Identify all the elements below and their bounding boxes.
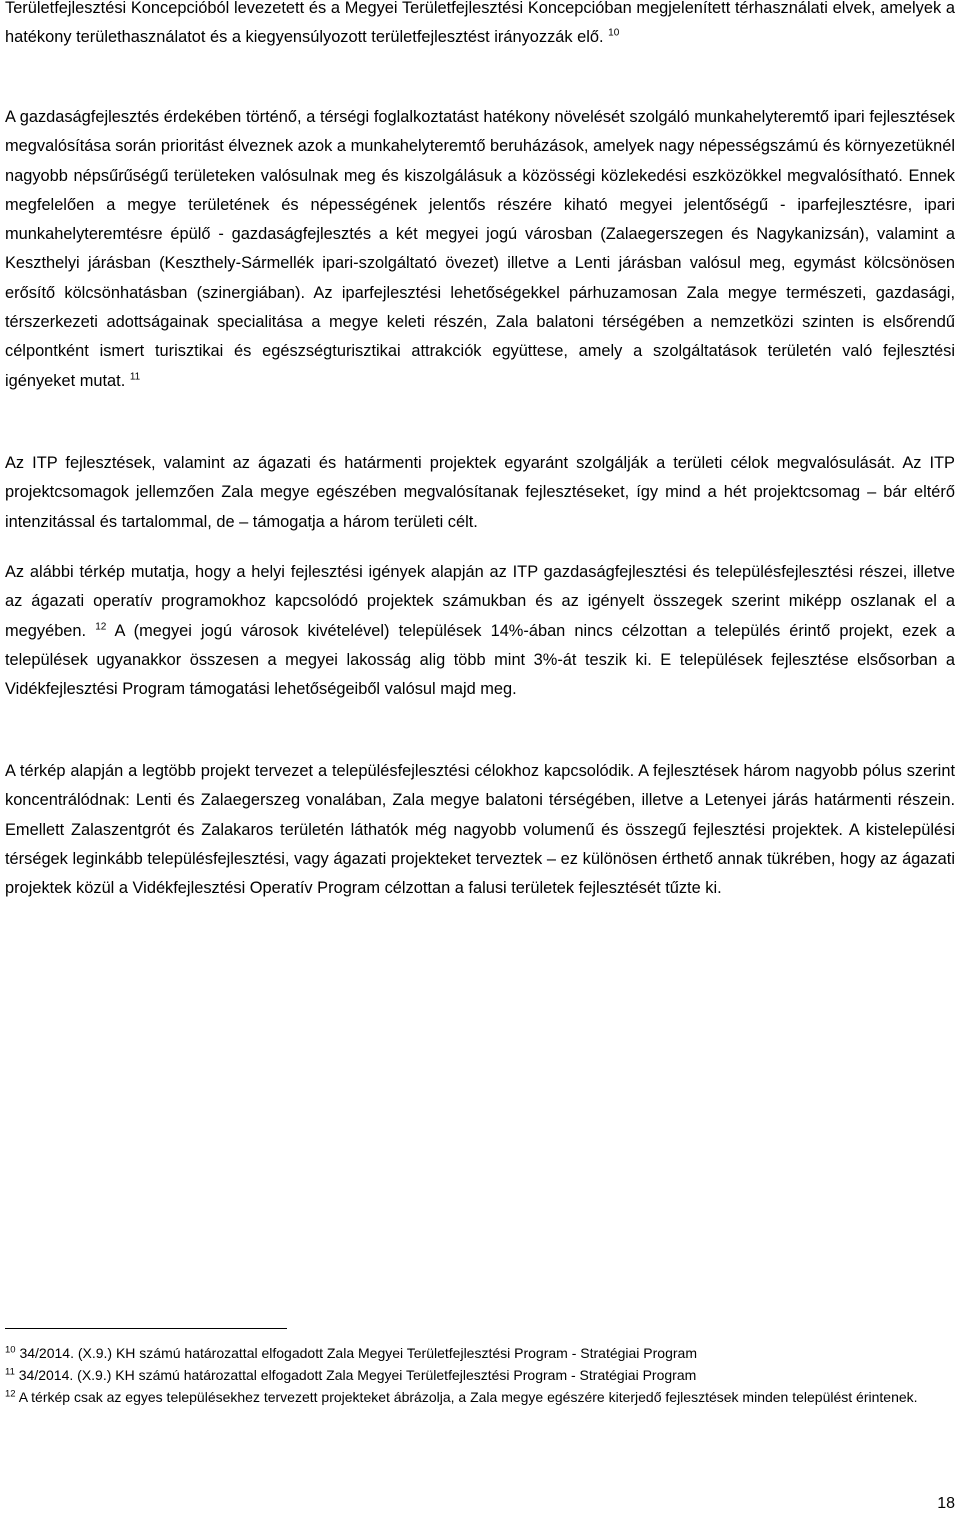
footnote-reference-12[interactable]: 12 <box>95 621 107 633</box>
paragraph-territorial-principles <box>5 0 955 53</box>
paragraph-text: A gazdaságfejlesztés érdekében történő, a térségi foglalkoztatást hatékony növelését szolgáló munkahelyteremtő ipari fejlesztések megvalósítása során prioritást élveznek azok a munkahelyteremtő beruházások, amelyek nagy népességszámú és környezetüknél nagyobb népsűrűségű területeken valósulnak meg és kiszolgálásuk a közösségi közlekedési eszközökkel megvalósítható. Ennek megfelelően a megye területének és népességének jelentős részére kiható megyei jelentőségű - iparfejlesztésre, ipari munkahelyteremtésre épülő - gazdaságfejlesztés a két megyei jogú városban (Zalaegerszegen és Nagykanizsán), valamint a Keszthelyi járásban (Keszthely-Sármellék ipari-szolgáltató övezet) illetve a Lenti járásban valósul meg, egymást kölcsönösen erősítő kölcsönhatásban (szinergiában). Az iparfejlesztési lehetőségekkel párhuzamosan Zala megye természeti, gazdasági, térszerkezeti adottságainak specialitása a megye keleti részén, Zala balatoni térségében a nemzetközi szinten is elsőrendű célpontként ismert turisztikai és egészségturisztikai attrakciók együttese, amely a szolgáltatások területén való fejlesztési igényeket mutat. <box>5 108 955 390</box>
page-number: 18 <box>937 1495 955 1512</box>
paragraph-text: Az alábbi térkép mutatja, hogy a helyi fejlesztési igények alapján az ITP gazdaságfejlesztési és településfejlesztési részei, illetve az ágazati operatív programokhoz kapcsolódó projektek számukban és az igényelt összegek szerint miképp oszlanak el a megyében. <box>5 563 955 640</box>
paragraph-text: Területfejlesztési Koncepcióból levezetett és a Megyei Területfejlesztési Koncepcióban megjelenített térhasználati elvek, amelyek a hatékony területhasználatot és a kiegyensúlyozott területfejlesztést irányozzák elő. <box>5 0 955 47</box>
paragraph-text: A térkép alapján a legtöbb projekt tervezet a településfejlesztési célokhoz kapcsolódik. A fejlesztések három nagyobb pólus szerint koncentrálódnak: Lenti és Zalaegerszeg vonalában, Zala megye balatoni térségében, illetve a Letenyei járás határmenti részein. Emellett Zalaszentgrót és Zalakaros területén láthatók még nagyobb volumenű és összegű fejlesztési projektek. A kistelepülési térségek leginkább településfejlesztési, vagy ágazati projekteket terveztek – ez különösen érthető annak tükrében, hogy az ágazati projektek közül a Vidékfejlesztési Operatív Program célzottan a falusi területek fejlesztését tűzte ki. <box>5 762 955 898</box>
footnote-text: A térkép csak az egyes településekhez tervezett projekteket ábrázolja, a Zala megye egészére kiterjedő fejlesztések minden települést érintenek. <box>18 1389 918 1405</box>
footnote-number: 10 <box>5 1344 16 1356</box>
footnote-number: 12 <box>5 1388 16 1400</box>
paragraph-text: Az ITP fejlesztések, valamint az ágazati és határmenti projektek egyaránt szolgálják a területi célok megvalósulását. Az ITP projektcsomagok jellemzően Zala megye egészében megvalósítanak fejlesztéseket, így mind a hét projektcsomag – bár eltérő intenzitással és tartalommal, de – támogatja a három területi célt. <box>5 454 955 531</box>
paragraph-text-continued: A (megyei jogú városok kivételével) települések 14%-ában nincs célzottan a település érintő projekt, ezek a települések ugyanakkor összesen a megyei lakosság alig több mint 3%-át teszik ki. E települések fejlesztése elsősorban a Vidékfejlesztési Program támogatási lehetőségeiből valósul majd meg. <box>5 621 955 699</box>
footnote-12 <box>5 1386 955 1408</box>
footnote-reference-10[interactable]: 10 <box>608 27 620 39</box>
footnote-reference-11[interactable]: 11 <box>129 371 141 383</box>
footnote-11 <box>5 1364 955 1386</box>
footnote-number: 11 <box>5 1366 15 1378</box>
footnote-text: 34/2014. (X.9.) KH számú határozattal elfogadott Zala Megyei Területfejlesztési Program - Stratégiai Program <box>19 1345 697 1361</box>
paragraph-economic-development <box>5 103 955 396</box>
paragraph-map-analysis <box>5 757 955 903</box>
paragraph-map-distribution <box>5 558 955 704</box>
footnote-text: 34/2014. (X.9.) KH számú határozattal elfogadott Zala Megyei Területfejlesztési Program - Stratégiai Program <box>18 1367 697 1383</box>
footnote-10 <box>5 1342 955 1364</box>
paragraph-itp-developments <box>5 449 955 537</box>
footnotes-section <box>5 1342 955 1408</box>
footnote-separator <box>5 1328 287 1329</box>
